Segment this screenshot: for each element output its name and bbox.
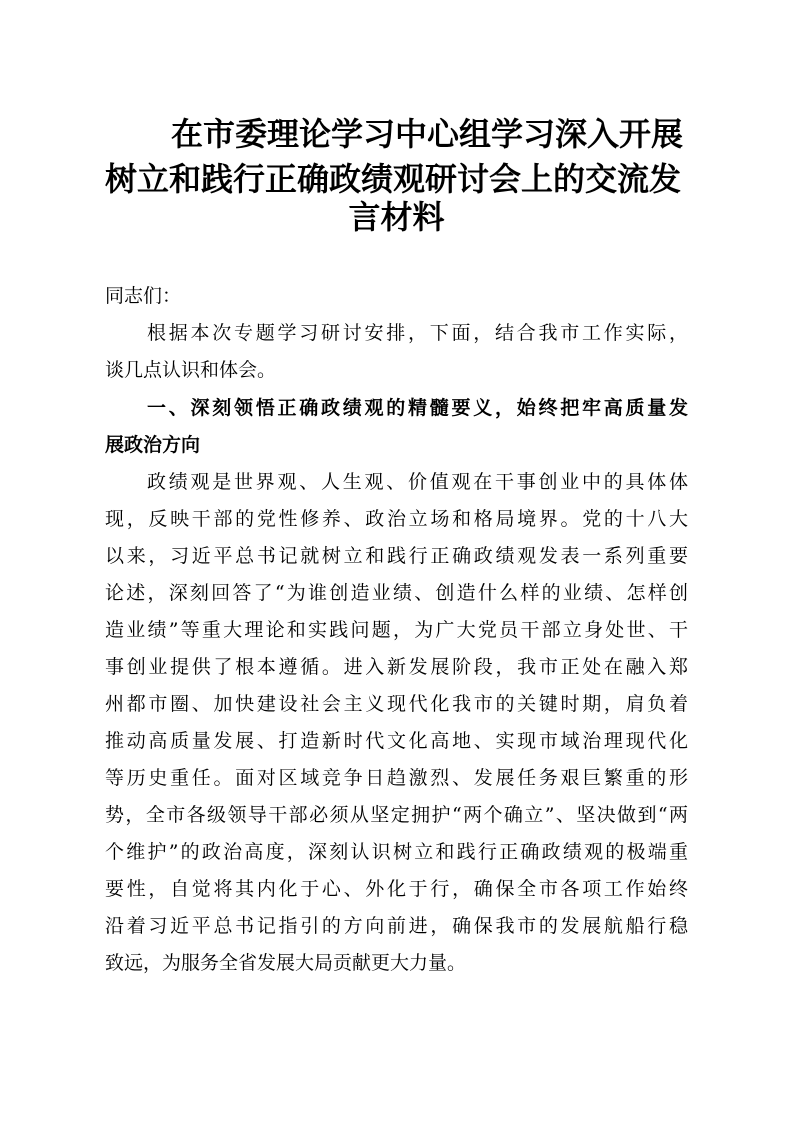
paragraph-line-9: 等历史重任。面对区域竞争日趋激烈、发展任务艰巨繁重的形 [105,767,688,789]
paragraph-line-4: 论述，深刻回答了“为谁创造业绩、创造什么样的业绩、怎样创 [105,582,688,604]
document-title-line-3: 言材料 [348,198,445,236]
paragraph-line-8: 推动高质量发展、打造新时代文化高地、实现市域治理现代化 [105,730,688,752]
paragraph-line-10: 势，全市各级领导干部必须从坚定拥护“两个确立”、坚决做到“两 [105,804,688,826]
paragraph-line-5: 造业绩”等重大理论和实践问题，为广大党员干部立身处世、干 [105,619,688,641]
paragraph-line-7: 州都市圈、加快建设社会主义现代化我市的关键时期，肩负着 [105,693,688,715]
paragraph-line-13: 沿着习近平总书记指引的方向前进，确保我市的发展航船行稳 [105,915,688,937]
paragraph-line-6: 事创业提供了根本遵循。进入新发展阶段，我市正处在融入郑 [105,656,688,678]
paragraph-line-14: 致远，为服务全省发展大局贡献更大力量。 [105,952,467,974]
paragraph-line-11: 个维护”的政治高度，深刻认识树立和践行正确政绩观的极端重 [105,841,688,863]
document-title-line-1: 在市委理论学习中心组学习深入开展 [171,115,684,153]
intro-line-2: 谈几点认识和体会。 [105,359,277,381]
intro-line-1: 根据本次专题学习研讨安排，下面，结合我市工作实际， [147,322,688,344]
document-title-line-2: 树立和践行正确政绩观研讨会上的交流发 [105,160,682,198]
paragraph-line-3: 以来，习近平总书记就树立和践行正确政绩观发表一系列重要 [105,545,688,567]
salutation: 同志们： [105,285,182,307]
paragraph-line-1: 政绩观是世界观、人生观、价值观在干事创业中的具体体 [147,471,688,493]
paragraph-line-2: 现，反映干部的党性修养、政治立场和格局境界。党的十八大 [105,508,688,530]
section-heading-line-2: 展政治方向 [105,434,201,456]
section-heading-line-1: 一、深刻领悟正确政绩观的精髓要义，始终把牢高质量发 [147,397,688,419]
paragraph-line-12: 要性，自觉将其内化于心、外化于行，确保全市各项工作始终 [105,878,688,900]
